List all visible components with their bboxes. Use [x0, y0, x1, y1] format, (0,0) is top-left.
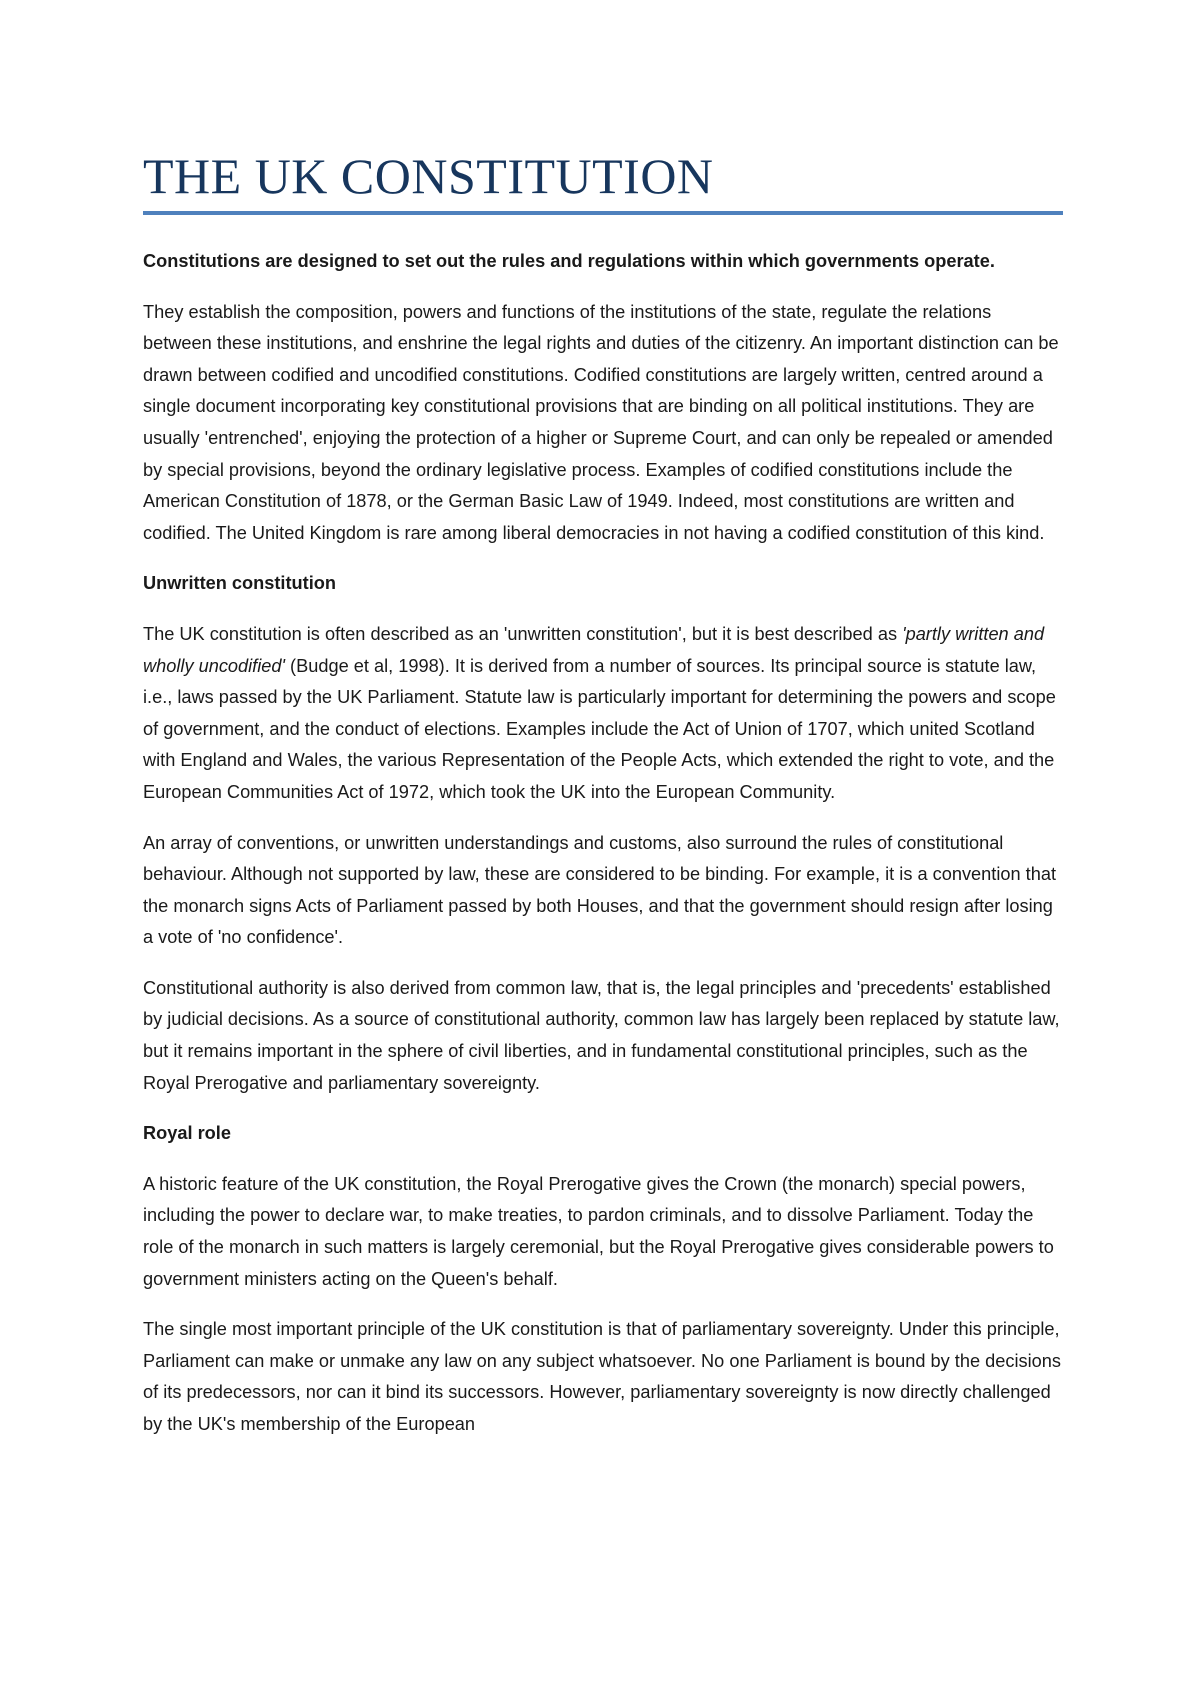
paragraph-codified: They establish the composition, powers and functions of the institutions of the state, regulate the relations between these institutions, and enshrine the legal rights and duties of the citizenry. An important distinction can be drawn between codified and uncodified constitutions. Codified constitutions are largely written, centred around a single document incorporating key constitutional provisions that are binding on all political institutions. They are usually 'entrenched', enjoying the protection of a higher or Supreme Court, and can only be repealed or amended by special provisions, beyond the ordinary legislative process. Examples of codified constitutions include the American Constitution of 1878, or the German Basic Law of 1949. Indeed, most constitutions are written and codified. The United Kingdom is rare among liberal democracies in not having a codified constitution of this kind.	[143, 301, 1059, 543]
paragraph-conventions: An array of conventions, or unwritten understandings and customs, also surround the rules of constitutional behaviour. Although not supported by law, these are considered to be binding. For example, it is a convention that the monarch signs Acts of Parliament passed by both Houses, and that the government should resign after losing a vote of 'no confidence'.	[143, 832, 1056, 948]
paragraph-unwritten-start: The UK constitution is often described as an 'unwritten constitution', but it is best described as	[143, 623, 903, 644]
lead-paragraph: Constitutions are designed to set out the rules and regulations within which governments operate.	[143, 251, 995, 271]
title-underline	[143, 211, 1063, 215]
heading-unwritten-constitution: Unwritten constitution	[143, 573, 336, 594]
paragraph-unwritten-rest: (Budge et al, 1998). It is derived from a number of sources. Its principal source is statute law, i.e., laws passed by the UK Parliament. Statute law is particularly important for determining the powers and scope of government, and the conduct of elections. Examples include the Act of Union of 1707, which united Scotland with England and Wales, the various Representation of the People Acts, which extended the right to vote, and the European Communities Act of 1972, which took the UK into the European Community.	[143, 655, 1056, 802]
paragraph-royal-prerogative: A historic feature of the UK constitution, the Royal Prerogative gives the Crown (the monarch) special powers, including the power to declare war, to make treaties, to pardon criminals, and to dissolve Parliament. Today the role of the monarch in such matters is largely ceremonial, but the Royal Prerogative gives considerable powers to government ministers acting on the Queen's behalf.	[143, 1173, 1054, 1289]
document-title: THE UK CONSTITUTION	[143, 148, 714, 204]
paragraph-unwritten	[143, 619, 1063, 809]
document-body	[143, 246, 1063, 1460]
paragraph-sovereignty: The single most important principle of the UK constitution is that of parliamentary sovereignty. Under this principle, Parliament can make or unmake any law on any subject whatsoever. No one Parliament is bound by the decisions of its predecessors, nor can it bind its successors. However, parliamentary sovereignty is now directly challenged by the UK's membership of the European	[143, 1319, 1061, 1434]
heading-royal-role: Royal role	[143, 1123, 231, 1144]
paragraph-common-law: Constitutional authority is also derived from common law, that is, the legal principles and 'precedents' established by judicial decisions. As a source of constitutional authority, common law has largely been replaced by statute law, but it remains important in the sphere of civil liberties, and in fundamental constitutional principles, such as the Royal Prerogative and parliamentary sovereignty.	[143, 977, 1060, 1093]
paragraph-unwritten-quote: 'partly written and wholly uncodified'	[143, 623, 1045, 676]
